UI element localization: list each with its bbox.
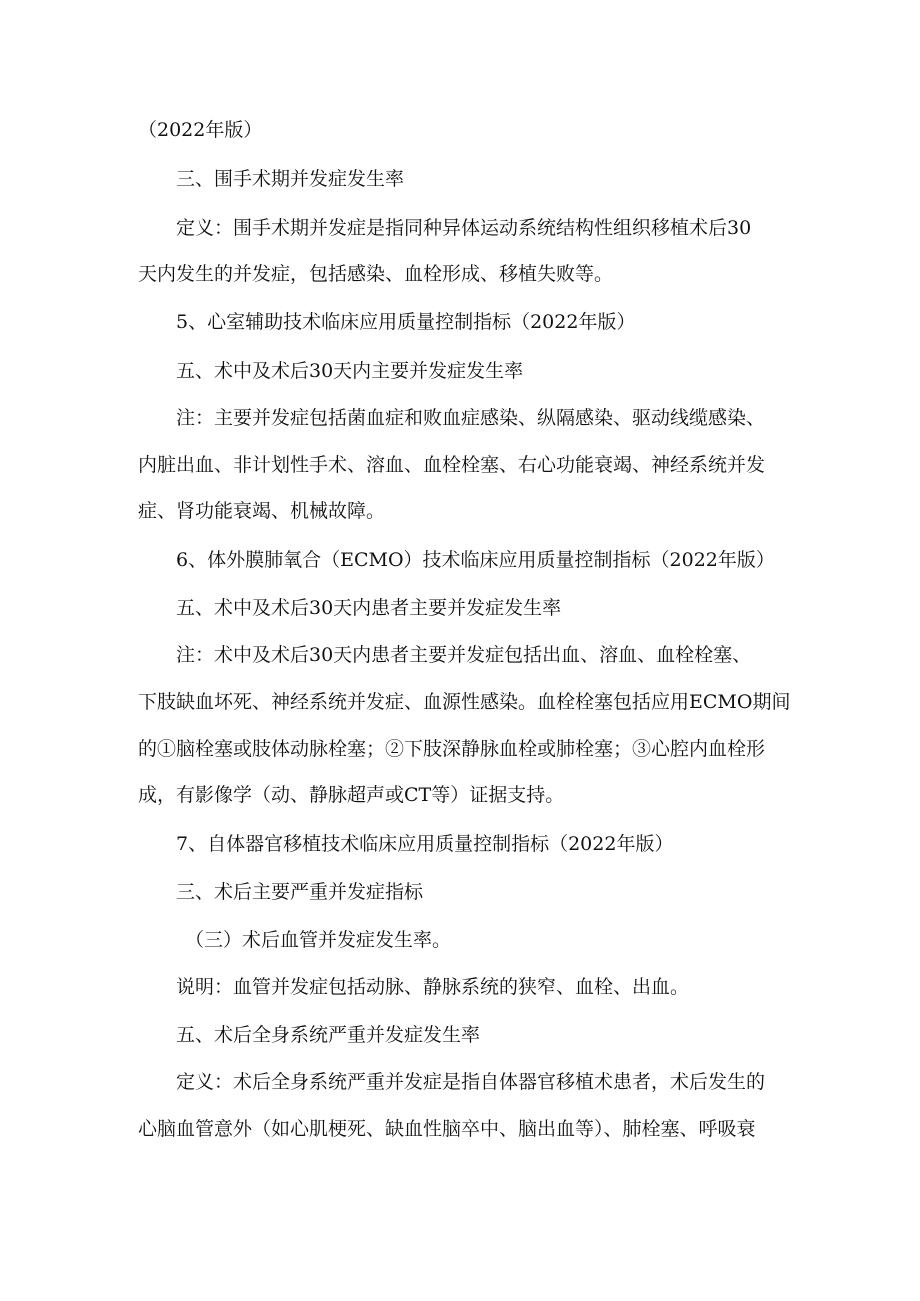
section-heading: 五、术后全身系统严重并发症发生率 bbox=[176, 1024, 481, 1046]
definition-text: 定义：围手术期并发症是指同种异体运动系统结构性组织移植术后30 bbox=[176, 217, 752, 239]
indicator-heading: 6、体外膜肺氧合（ECMO）技术临床应用质量控制指标（2022年版） bbox=[176, 549, 775, 571]
section-heading: 五、术中及术后30天内主要并发症发生率 bbox=[176, 360, 524, 382]
subsection-heading: （三）术后血管并发症发生率。 bbox=[185, 929, 452, 951]
note-text: 的①脑栓塞或肢体动脉栓塞；②下肢深静脉血栓或肺栓塞；③心腔内血栓形 bbox=[138, 738, 766, 760]
section-heading: 五、术中及术后30天内患者主要并发症发生率 bbox=[176, 597, 562, 619]
note-text: 下肢缺血坏死、神经系统并发症、血源性感染。血栓栓塞包括应用ECMO期间 bbox=[138, 691, 791, 713]
note-text: 症、肾功能衰竭、机械故障。 bbox=[138, 500, 386, 522]
definition-text: 天内发生的并发症，包括感染、血栓形成、移植失败等。 bbox=[138, 263, 614, 285]
section-heading: 三、术后主要严重并发症指标 bbox=[176, 881, 424, 903]
indicator-heading: 7、自体器官移植技术临床应用质量控制指标（2022年版） bbox=[176, 833, 674, 855]
edition-note: （2022年版） bbox=[138, 119, 263, 141]
indicator-heading: 5、心室辅助技术临床应用质量控制指标（2022年版） bbox=[176, 311, 636, 333]
definition-text: 定义：术后全身系统严重并发症是指自体器官移植术患者，术后发生的 bbox=[176, 1071, 766, 1093]
explanation-text: 说明：血管并发症包括动脉、静脉系统的狭窄、血栓、出血。 bbox=[176, 976, 690, 998]
note-text: 注：术中及术后30天内患者主要并发症包括出血、溶血、血栓栓塞、 bbox=[176, 644, 752, 666]
note-text: 注：主要并发症包括菌血症和败血症感染、纵隔感染、驱动线缆感染、 bbox=[176, 407, 766, 429]
note-text: 内脏出血、非计划性手术、溶血、血栓栓塞、右心功能衰竭、神经系统并发 bbox=[138, 454, 766, 476]
section-heading: 三、围手术期并发症发生率 bbox=[176, 168, 405, 190]
note-text: 成，有影像学（动、静脉超声或CT等）证据支持。 bbox=[138, 784, 565, 806]
definition-text: 心脑血管意外（如心肌梗死、缺血性脑卒中、脑出血等）、肺栓塞、呼吸衰 bbox=[138, 1118, 756, 1140]
